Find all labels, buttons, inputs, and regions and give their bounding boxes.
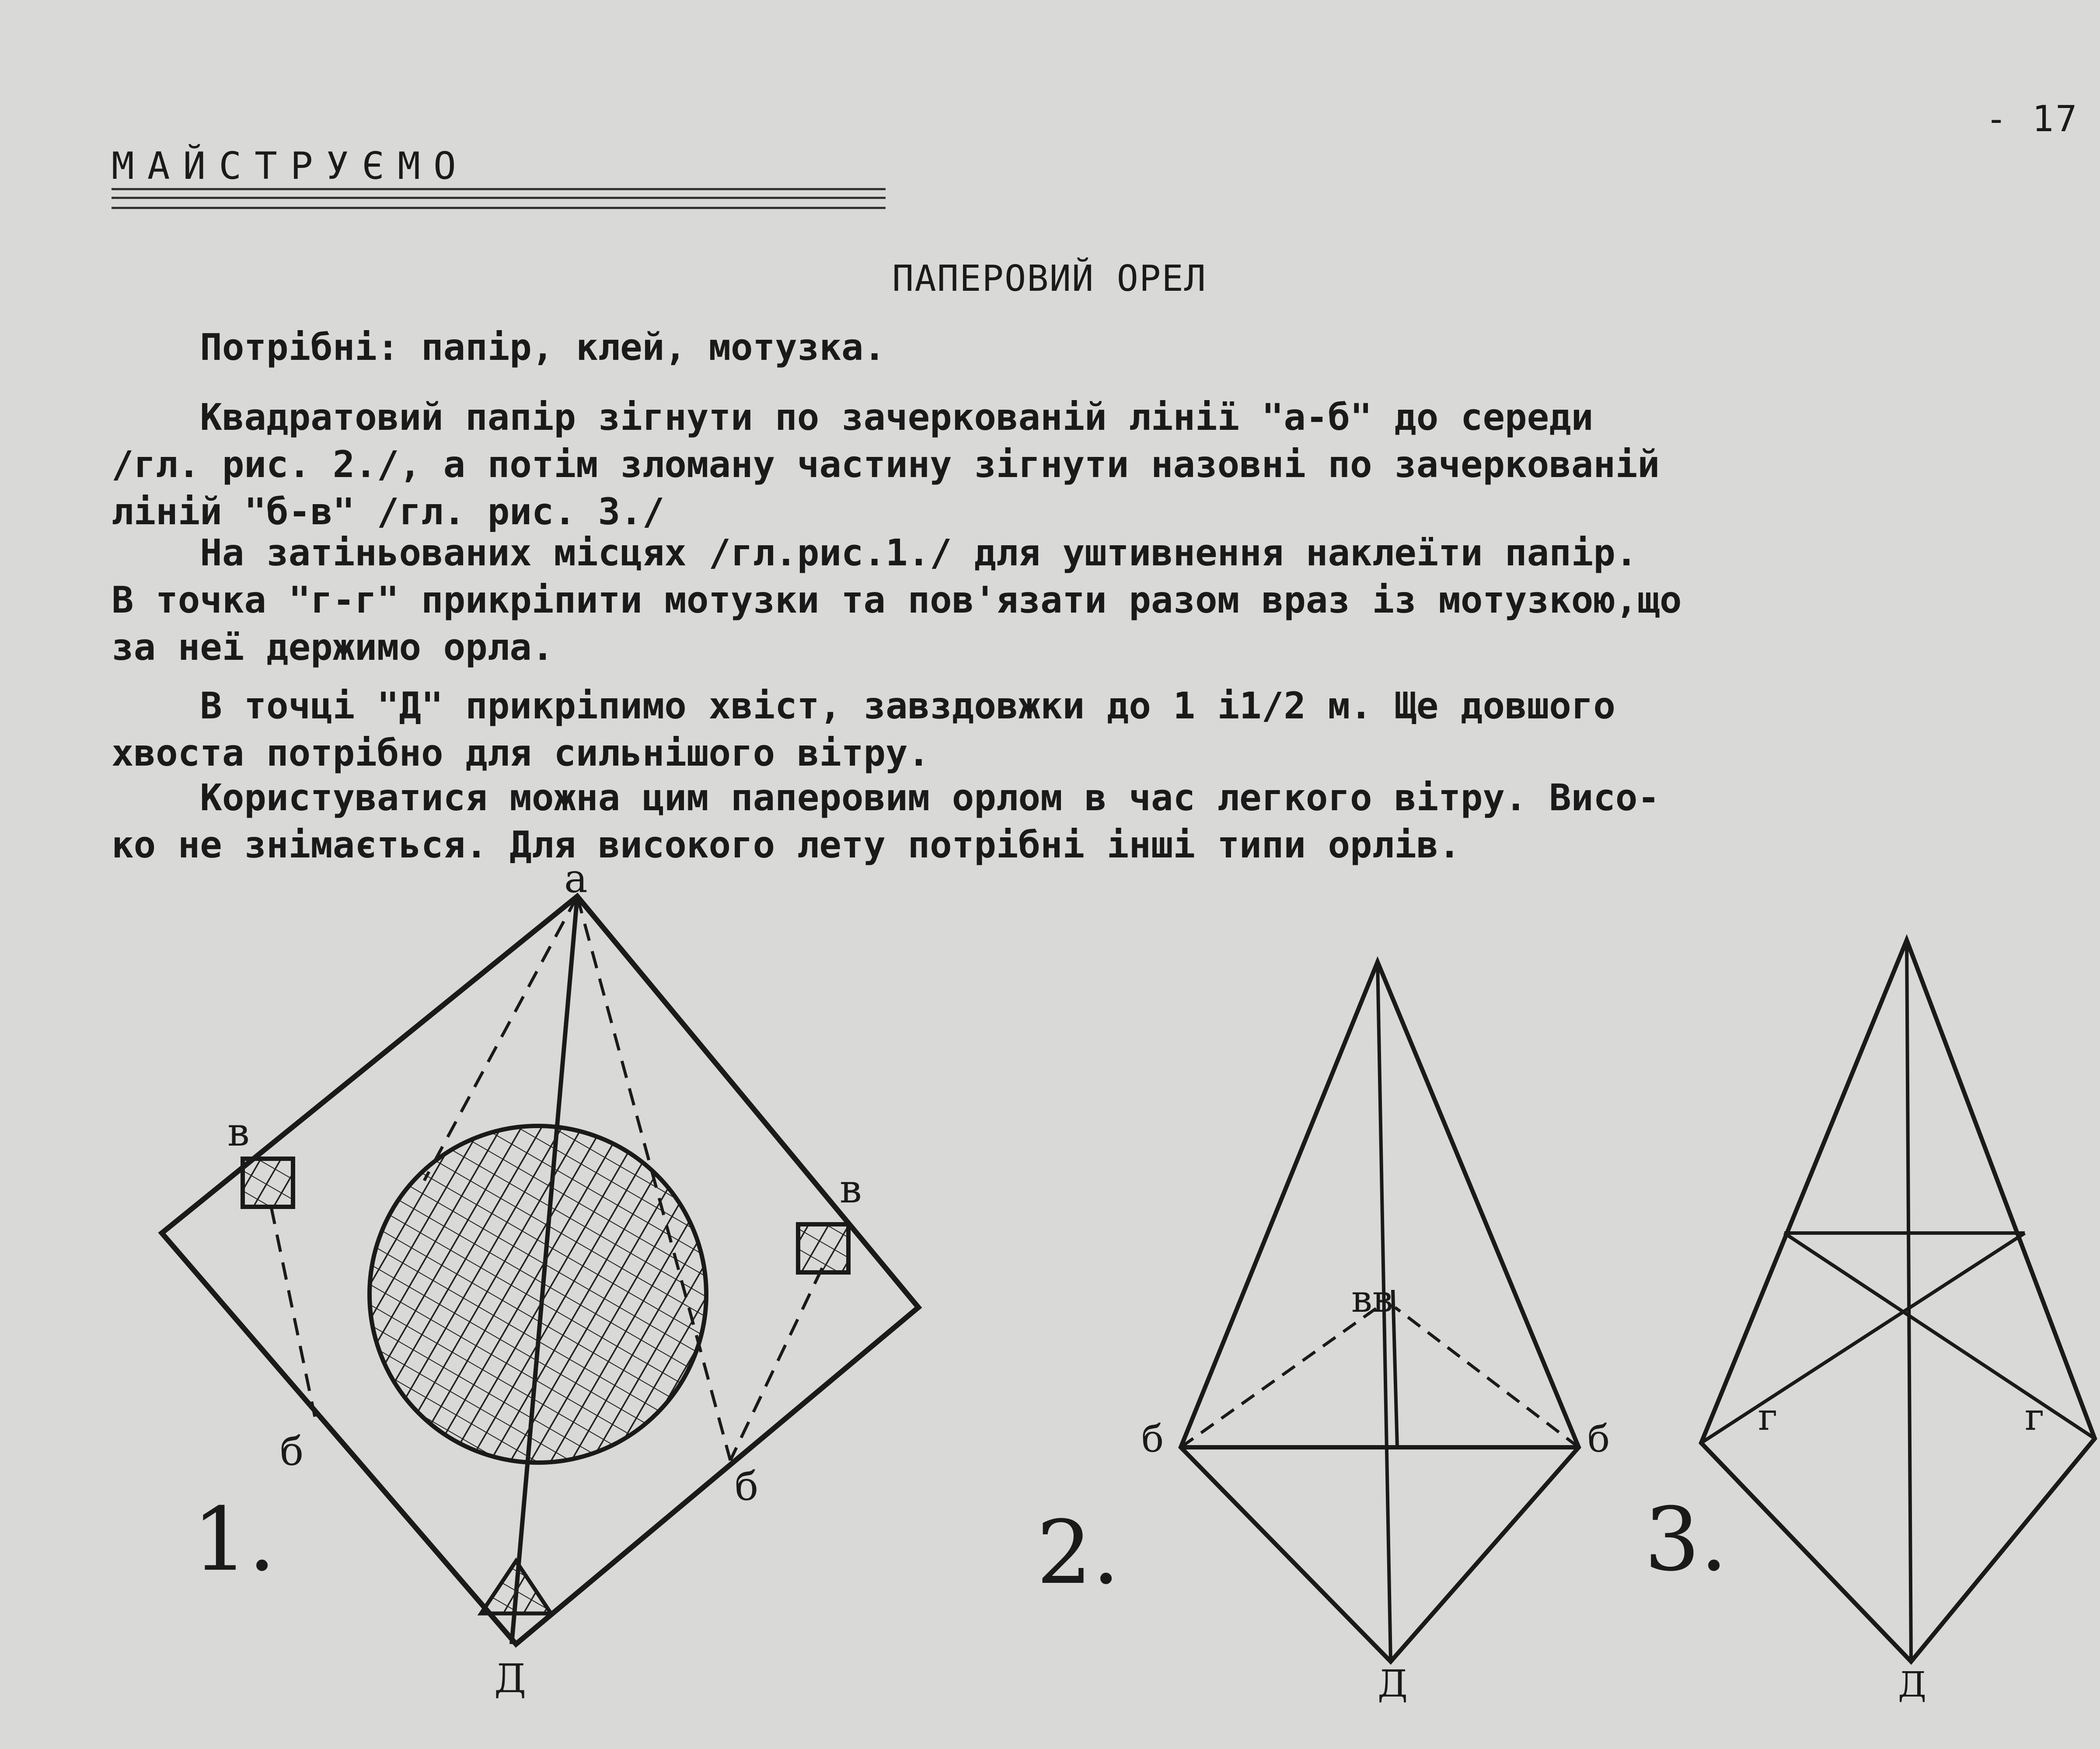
article-title: ПАПЕРОВИЙ ОРЕЛ bbox=[892, 258, 1207, 300]
fig3-label-g-right: г bbox=[2025, 1396, 2044, 1439]
fig2-label-b-right: б bbox=[1587, 1418, 1610, 1461]
fig1-shaded-square-left bbox=[243, 1159, 293, 1207]
fig1-fold-line-right-lower bbox=[730, 1268, 822, 1460]
page-number: - 17 bbox=[1985, 98, 2079, 140]
fig3-label-d: Д bbox=[1898, 1664, 1927, 1705]
paragraph-tail: В точці "Д" прикріпимо хвіст, завздовжки до 1 і1/2 м. Ще довшого хвоста потрібно для сильнішого вітру. bbox=[112, 684, 1615, 774]
fig3-number: 3. bbox=[1644, 1489, 1728, 1591]
fig1-shaded-square-right bbox=[798, 1224, 848, 1272]
fig1-number: 1. bbox=[192, 1489, 276, 1591]
fig1-shaded-triangle bbox=[481, 1561, 551, 1613]
fig3-outline bbox=[1701, 940, 2095, 1662]
fig1-label-d: Д bbox=[494, 1656, 527, 1702]
paragraph-reinforcement: На затіньованих місцях /гл.рис.1./ для уштивнення наклеїти папір. В точка "г-г" прикріпити мотузки та пов'язати разом враз із мотузкою,що за неї держимо орла. bbox=[112, 531, 1682, 669]
fig3-label-g-left: г bbox=[1758, 1396, 1778, 1439]
section-heading: МАЙСТРУЄМО bbox=[112, 144, 469, 188]
fig2-label-d: Д bbox=[1378, 1662, 1408, 1706]
fig1-shaded-circle bbox=[370, 1126, 706, 1463]
fig1-label-b-left: б bbox=[280, 1428, 304, 1474]
paragraph-usage: Користуватися можна цим паперовим орлом в час легкого вітру. Висо- ко не знімається. Для високого лету потрібні інші типи орлів. bbox=[112, 776, 1660, 866]
fig3-diag-2 bbox=[1701, 1233, 2025, 1443]
figure-3 bbox=[1644, 940, 2095, 1705]
fig3-diag-1 bbox=[1784, 1233, 2095, 1439]
paragraph-materials: Потрібні: папір, клей, мотузка. bbox=[112, 326, 886, 369]
fig3-center-line bbox=[1907, 940, 1911, 1662]
figure-1 bbox=[162, 856, 918, 1702]
fig2-label-b-left: б bbox=[1141, 1418, 1164, 1461]
paragraph-folding: Квадратовий папір зігнути по зачеркованій лінії "а-б" до середи /гл. рис. 2./, а потім зломану частину зігнути назовні по зачеркованій ліній "б-в" /гл. рис. 3./ bbox=[112, 396, 1660, 533]
fig1-label-b-right: б bbox=[735, 1463, 759, 1509]
figure-2 bbox=[1036, 962, 1610, 1706]
fig2-center-line-2 bbox=[1393, 1290, 1397, 1447]
fig2-label-v: вв bbox=[1351, 1278, 1393, 1321]
fig1-label-v-right: в bbox=[840, 1166, 862, 1212]
fig2-number: 2. bbox=[1036, 1502, 1120, 1604]
fig1-label-v-left: в bbox=[227, 1109, 250, 1155]
fig1-label-a: a bbox=[564, 856, 588, 902]
